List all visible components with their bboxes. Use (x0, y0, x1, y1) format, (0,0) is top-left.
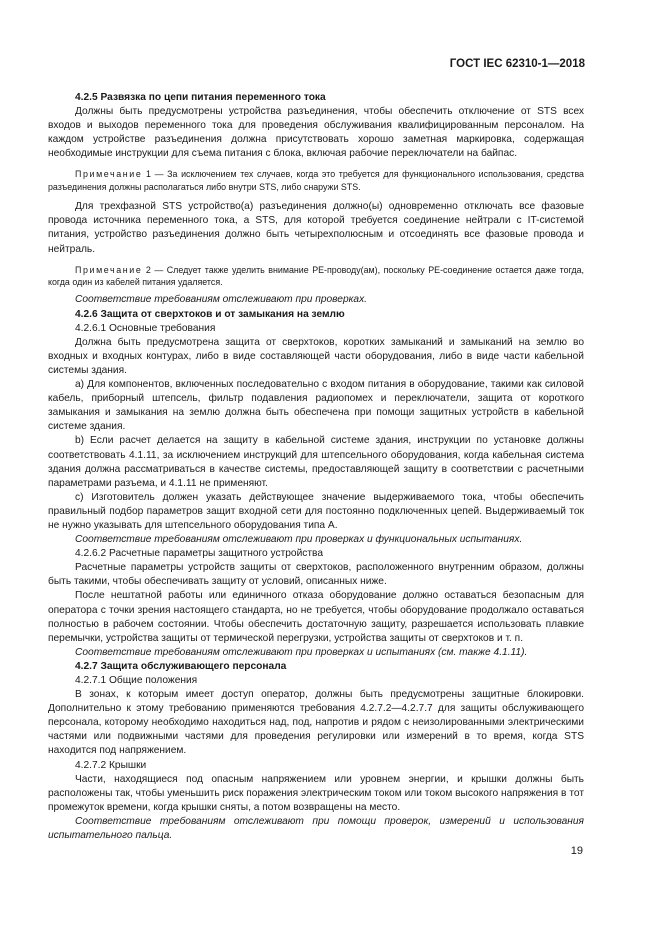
paragraph: Должна быть предусмотрена защита от сверхтоков, коротких замыканий и замыканий на землю во входных и входных контурах, либо в виде составляющей части оборудования, либо в виде части кабельной системы здания. (48, 336, 584, 376)
paragraph: После нештатной работы или единичного отказа оборудование должно оставаться безопасным для оператора с точки зрения настоящего стандарта, но не требуется, чтобы оборудование продолжало оставаться полностью в рабочем состоянии. Чтобы обеспечить достаточную защиту, разрешается использовать плавкие перемычки, устройства защиты от термической перегрузки, устройства защиты от сверхтоков и т. п. (48, 590, 584, 644)
note-2 (48, 264, 584, 289)
conformity-statement: Соответствие требованиям отслеживают при проверках. (75, 294, 368, 306)
paragraph: В зонах, к которым имеет доступ оператор, должны быть предусмотрены защитные блокировки. Дополнительно к этому требованию применяются требования 4.2.7.2—4.2.7.7 для защиты обслуживающего персонала, которому необходимо находиться над, под, напротив и рядом с неизолированными электрическими частями или подвижными частями для проведения регулировки или измерений в то время, когда STS находится под напряжением. (48, 689, 584, 757)
paragraph: Должны быть предусмотрены устройства разъединения, чтобы обеспечить отключение от STS всех входов и выходов переменного тока для проведения обслуживания квалифицированным персоналом. На каждом устройстве разъединения должна присутствовать хорошо заметная маркировка, содержащая необходимые инструкции для съема питания с блока, включая рабочие переключатели на байпас. (48, 106, 584, 160)
page-number: 19 (570, 845, 583, 857)
section-4-2-5-heading: 4.2.5 Развязка по цепи питания переменного тока (75, 92, 326, 103)
paragraph: Для трехфазной STS устройство(а) разъединения должно(ы) одновременно отключать все фазовые провода источника переменного тока, а STS, для которой требуется соединение нейтрали с IT-системой питания, устройство разъединения должно быть четырехполюсным и отсоединять все фазовые провода и нейтраль. (48, 201, 584, 255)
document-body (48, 91, 584, 843)
list-item-c: с) Изготовитель должен указать действующее значение выдерживаемого тока, чтобы обеспечить правильный подбор параметров защит входной сети для постоянно подключенных цепей. Выдерживаемый ток не нужно указывать для штепсельного оборудования типа А. (48, 491, 584, 531)
subsection-heading: 4.2.7.2 Крышки (75, 759, 147, 771)
subsection-heading: 4.2.6.1 Основные требования (75, 322, 216, 334)
list-item-b: b) Если расчет делается на защиту в кабельной системе здания, инструкции по установке должны соответствовать 4.1.11, за исключением инструкций для штепсельного оборудования, когда кабельная система здания должна рассматриваться в качестве системы, предоставляющей защиту в соответствии с расчетными параметрами разъема, и 4.1.11 не применяют. (48, 435, 584, 489)
section-4-2-7-heading: 4.2.7 Защита обслуживающего персонала (75, 660, 287, 672)
paragraph: Части, находящиеся под опасным напряжением или уровнем энергии, и крышки должны быть расположены так, чтобы уменьшить риск поражения электрическим током или током высокого напряжения в тот промежуток времени, когда крышки сняты, а потом возвращены на место. (48, 773, 584, 813)
note-label: Примечание (75, 169, 143, 180)
subsection-heading: 4.2.7.1 Общие положения (75, 675, 198, 686)
paragraph: Расчетные параметры устройств защиты от сверхтоков, расположенного внутренним образом, должны быть такими, чтобы обеспечивать защиту от условий, описанных ниже. (48, 562, 584, 588)
note-label: Примечание (75, 264, 143, 275)
section-4-2-6-heading: 4.2.6 Защита от сверхтоков и от замыкания на землю (75, 308, 345, 320)
conformity-statement: Соответствие требованиям отслеживают при помощи проверок, измерений и использования испытательного пальца. (48, 815, 584, 842)
conformity-statement: Соответствие требованиям отслеживают при проверках и функциональных испытаниях. (75, 534, 523, 546)
note-text: 1 — За исключением тех случаев, когда это требуется для функционального использования, средства разъединения должны располагаться либо внутри STS, либо снаружи STS. (48, 169, 584, 192)
note-1 (48, 168, 584, 193)
standard-header: ГОСТ IEC 62310-1—2018 (449, 58, 585, 70)
note-text: 2 — Следует также уделить внимание PE-проводу(ам), поскольку PE-соединение остается даже тогда, когда один из кабелей питания удаляется. (48, 264, 584, 288)
conformity-statement: Соответствие требованиям отслеживают при проверках и испытаниях (см. также 4.1.11). (75, 646, 528, 658)
list-item-a: а) Для компонентов, включенных последовательно с входом питания в оборудование, такими как силовой кабель, приборный штепсель, фильтр подавления радиопомех и переключатели, защита от короткого замыкания и замыкания на землю должна быть обеспечена при помощи защитных устройств в кабельной системе здания. (48, 379, 584, 433)
subsection-heading: 4.2.6.2 Расчетные параметры защитного устройства (75, 548, 324, 560)
